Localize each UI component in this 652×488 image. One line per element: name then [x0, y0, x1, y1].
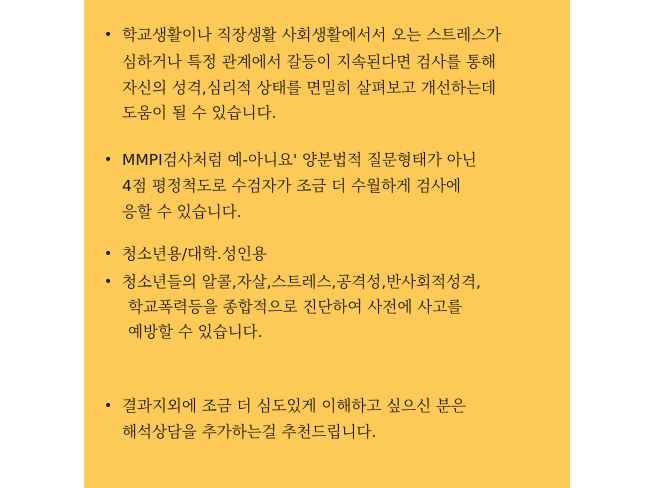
bullet-marker: •	[104, 27, 113, 43]
item-4-line-1: 청소년들의 알콜,자살,스트레스,공격성,반사회적성격,	[122, 273, 481, 291]
item-4-line-2: 학교폭력등을 종합적으로 진단하여 사전에 사고를	[128, 298, 463, 316]
bullet-marker: •	[104, 152, 113, 168]
item-5-line-1: 결과지외에 조금 더 심도있게 이해하고 싶으신 분은	[122, 397, 466, 415]
item-2-line-3: 응할 수 있습니다.	[122, 203, 242, 221]
item-1-line-4: 도움이 될 수 있습니다.	[122, 104, 277, 122]
item-5-line-2: 해석상담을 추가하는걸 추천드립니다.	[122, 423, 377, 441]
item-2-line-2: 4점 평정척도로 수검자가 조금 더 수월하게 검사에	[122, 177, 461, 195]
item-2-line-1: MMPI검사처럼 예-아니요' 양분법적 질문형태가 아닌	[122, 151, 477, 169]
item-1-line-3: 자신의 성격,심리적 상태를 면밀히 살펴보고 개선하는데	[122, 79, 496, 97]
bullet-marker: •	[104, 398, 113, 414]
bullet-marker: •	[104, 274, 113, 290]
info-card	[84, 0, 570, 488]
bullet-marker: •	[104, 246, 113, 262]
item-4-line-3: 예방할 수 있습니다.	[128, 323, 263, 341]
item-1-line-2: 심하거나 특정 관계에서 갈등이 지속된다면 검사를 통해	[122, 53, 496, 71]
item-3-line-1: 청소년용/대학.성인용	[122, 245, 267, 263]
item-1-line-1: 학교생활이나 직장생활 사회생활에서서 오는 스트레스가	[122, 26, 502, 44]
